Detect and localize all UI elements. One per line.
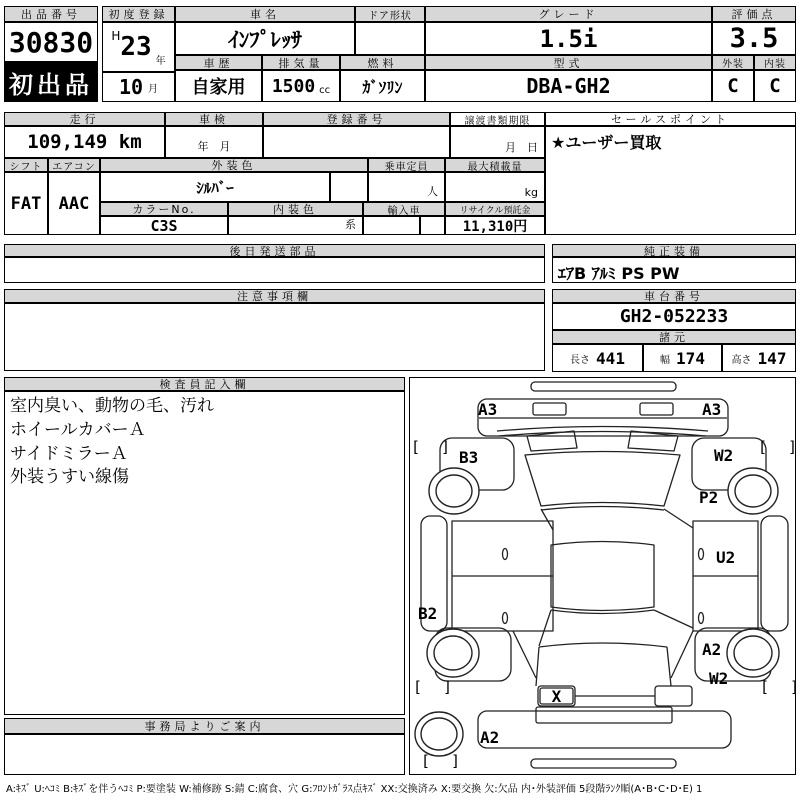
- inspector-notes: [4, 391, 405, 715]
- spec-height-cell: [722, 344, 796, 372]
- color-no-label: カラーNo.: [100, 202, 228, 216]
- spec-width-cell: [643, 344, 722, 372]
- width-value: 174: [676, 348, 705, 368]
- damage-mark: P2: [699, 488, 719, 507]
- history-value: 自家用: [175, 70, 262, 102]
- car-outline: [410, 378, 798, 774]
- door-shape-value: [355, 22, 425, 55]
- later-shipping-label: 後日発送部品: [4, 244, 545, 257]
- car-name: ｲﾝﾌﾟﾚｯｻ: [175, 22, 355, 55]
- chassis-no: GH2-052233: [552, 303, 796, 330]
- first-listing-badge: 初出品: [4, 62, 98, 102]
- model-label: 型式: [425, 55, 712, 70]
- height-value: 147: [757, 348, 787, 368]
- damage-mark: B3: [459, 448, 479, 467]
- max-load-value: kg: [445, 172, 545, 202]
- inspector-note-line: 室内臭い、動物の毛、汚れ: [10, 396, 214, 416]
- displacement-label: 排気量: [262, 55, 340, 70]
- height-label: 高さ: [731, 354, 752, 366]
- car-damage-diagram: [409, 377, 800, 775]
- exterior-grade: C: [712, 70, 754, 102]
- score-label: 評価点: [712, 6, 796, 22]
- caution-label: 注意事項欄: [4, 289, 545, 303]
- length-value: 441: [596, 348, 625, 368]
- damage-mark: W2: [709, 669, 729, 688]
- first-reg-month: 10: [118, 75, 144, 99]
- month-unit: 月: [148, 83, 159, 95]
- first-reg-year: 23: [120, 32, 152, 62]
- bracket-mark: ]: [788, 438, 798, 456]
- length-label: 長さ: [570, 354, 591, 366]
- recycle-label: リサイクル預託金: [445, 202, 545, 216]
- damage-mark: B2: [418, 604, 438, 623]
- bracket-mark: ]: [451, 752, 461, 770]
- mileage-value: 109,149 km: [4, 126, 165, 158]
- grade-value: 1.5i: [425, 22, 712, 55]
- capacity-value: 人: [368, 172, 445, 202]
- inspector-note-line: ホイールカバーＡ: [10, 419, 146, 440]
- sales-point-label: セールスポイント: [545, 112, 796, 126]
- history-label: 車歴: [175, 55, 262, 70]
- inspector-label: 検査員記入欄: [4, 377, 405, 391]
- mileage-label: 走行: [4, 112, 165, 126]
- interior-grade: C: [754, 70, 796, 102]
- bracket-mark: ]: [443, 678, 453, 696]
- import-subcell: [420, 216, 445, 235]
- first-reg-month-cell: [102, 72, 175, 102]
- inspector-note-line: 外装うすい線傷: [10, 467, 129, 488]
- damage-mark: A3: [702, 400, 722, 419]
- damage-mark: A3: [478, 400, 498, 419]
- bracket-mark: [: [758, 438, 768, 456]
- auction-no: 30830: [4, 22, 98, 62]
- bracket-mark: [: [411, 438, 421, 456]
- capacity-label: 乗車定員: [368, 158, 445, 172]
- color-no-value: C3S: [100, 216, 228, 235]
- shift-label: シフト: [4, 158, 48, 172]
- car-name-label: 車名: [175, 6, 355, 22]
- int-color-value: 系: [228, 216, 363, 235]
- recycle-deposit: 11,310円: [445, 216, 545, 235]
- ext-color-subcell: [330, 172, 368, 202]
- ext-color-label: 外装色: [100, 158, 368, 172]
- ext-color-value: ｼﾙﾊﾞｰ: [100, 172, 330, 202]
- door-shape-label: ドア形状: [355, 6, 425, 22]
- bracket-mark: [: [760, 678, 770, 696]
- max-load-label: 最大積載量: [445, 158, 545, 172]
- first-reg-year-cell: [102, 22, 175, 72]
- interior-label: 内装: [754, 55, 796, 70]
- specs-label: 諸元: [552, 330, 796, 344]
- model-code: DBA-GH2: [425, 70, 712, 102]
- damage-mark: X: [551, 686, 562, 706]
- displacement-unit: cc: [319, 85, 331, 96]
- transfer-docs-value: 月 日: [450, 126, 545, 158]
- transfer-docs-label: 譲渡書類期限: [450, 112, 545, 126]
- damage-mark: W2: [714, 446, 734, 465]
- width-label: 幅: [660, 354, 671, 366]
- spec-length-cell: [552, 344, 643, 372]
- shift-value: FAT: [4, 172, 48, 235]
- score-value: 3.5: [712, 22, 796, 55]
- displacement-cell: [262, 70, 340, 102]
- grade-label: グレード: [425, 6, 712, 22]
- era-prefix: H: [111, 29, 121, 43]
- caution-value: [4, 303, 545, 371]
- fuel-label: 燃料: [340, 55, 425, 70]
- aircon-value: AAC: [48, 172, 100, 235]
- reg-number-label: 登録番号: [263, 112, 450, 126]
- equipment-value: ｴｱB ｱﾙﾐ PS PW: [552, 257, 796, 283]
- sales-point-value: ★ユーザー買取: [545, 126, 796, 235]
- bracket-mark: [: [413, 678, 423, 696]
- damage-mark: U2: [716, 548, 736, 567]
- auction-no-label: 出品番号: [4, 6, 98, 22]
- import-value: [363, 216, 420, 235]
- equipment-label: 純正装備: [552, 244, 796, 257]
- aircon-label: エアコン: [48, 158, 100, 172]
- chassis-label: 車台番号: [552, 289, 796, 303]
- year-unit: 年: [155, 56, 166, 67]
- inspector-note-line: サイドミラーＡ: [10, 443, 128, 464]
- office-label: 事務局よりご案内: [4, 718, 405, 734]
- legend-text: A:ｷｽﾞ U:ﾍｺﾐ B:ｷｽﾞを伴うﾍｺﾐ P:要塗装 W:補修跡 S:錆 C:腐食、穴 G:ﾌﾛﾝﾄｶﾞﾗｽ点ｷｽﾞ XX:交換済み X:要交換 欠:欠品 内･外装評価 5段階ﾗﾝｸ順(A･B･C･D･E) 1: [6, 784, 703, 795]
- exterior-label: 外装: [712, 55, 754, 70]
- inspection-value: 年 月: [165, 126, 263, 158]
- int-color-label: 内装色: [228, 202, 363, 216]
- reg-number-value: [263, 126, 450, 158]
- displacement-value: 1500: [271, 75, 316, 97]
- later-shipping-value: [4, 257, 545, 283]
- damage-mark: A2: [480, 728, 500, 747]
- bracket-mark: ]: [441, 438, 451, 456]
- inspection-label: 車検: [165, 112, 263, 126]
- damage-mark: A2: [702, 640, 722, 659]
- office-value: [4, 734, 405, 775]
- fuel-value: ｶﾞｿﾘﾝ: [340, 70, 425, 102]
- first-reg-label: 初度登録: [102, 6, 175, 22]
- bracket-mark: [: [421, 752, 431, 770]
- bracket-mark: ]: [790, 678, 800, 696]
- import-label: 輸入車: [363, 202, 445, 216]
